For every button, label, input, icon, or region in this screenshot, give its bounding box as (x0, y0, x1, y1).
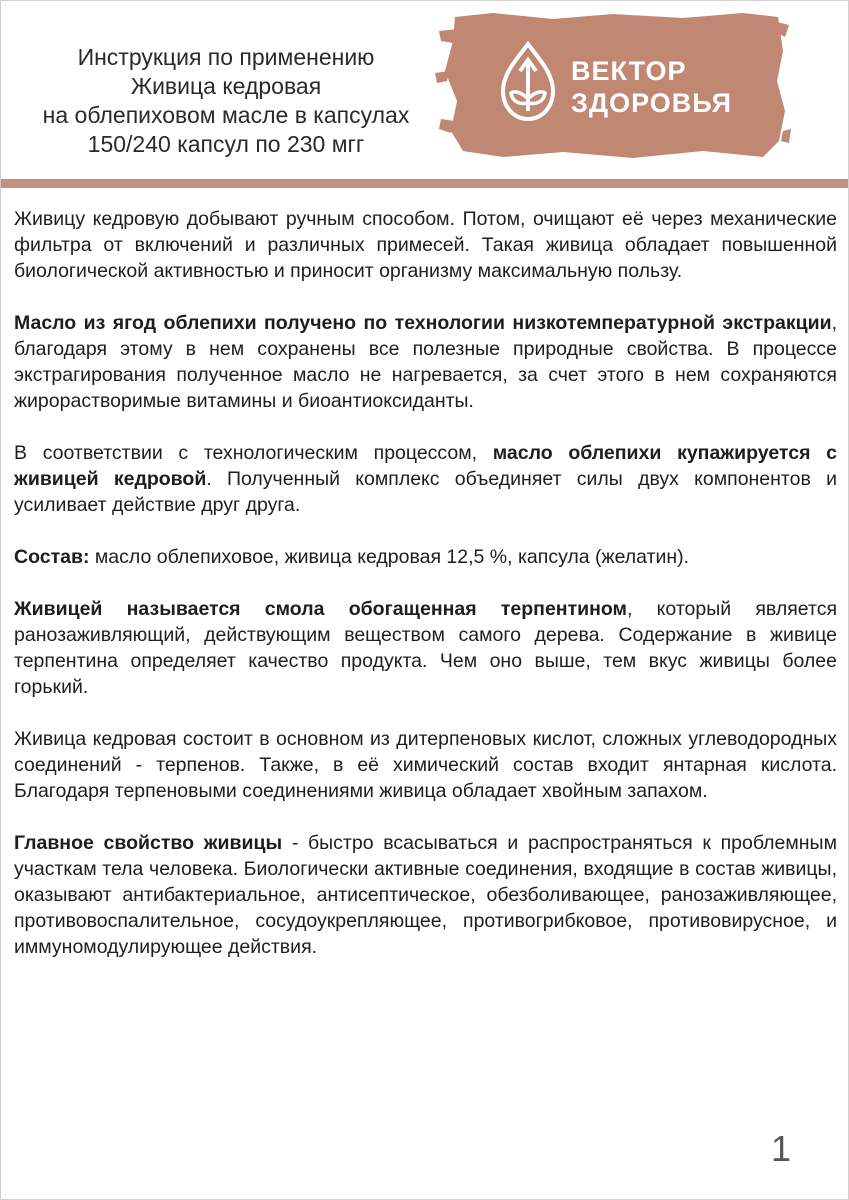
logo-line-1: ВЕКТОР (571, 56, 687, 86)
bold-segment: Главное свойство живицы (14, 832, 283, 854)
text-segment: масло облепиховое, живица кедровая 12,5 %, капсула (желатин). (89, 546, 690, 568)
title-line: Инструкция по применению (77, 44, 375, 70)
page-title (11, 43, 441, 159)
bold-segment: масло облепихи купажируется с живицей кедровой (14, 442, 837, 490)
header (1, 1, 848, 181)
title-line: на облепиховом масле в капсулах (42, 102, 410, 128)
paragraph (14, 206, 837, 284)
text-segment: , который является ранозаживляющий, действующим веществом самого дерева. Содержание в живице терпентина определяет качество продукта. Чем оно выше, тем вкус живицы более горький. (14, 598, 838, 698)
page-number: 1 (771, 1128, 792, 1169)
paragraph (14, 596, 837, 700)
brand-logo (433, 11, 793, 161)
text-segment: Живицу кедровую добывают ручным способом. Потом, очищают её через механические фильтра от включений и различных примесей. Такая живица обладает повышенной биологической активностью и приносит организму максимальную пользу. (14, 208, 837, 282)
bold-segment: Живицей называется смола обогащенная терпентином (14, 598, 627, 620)
text-segment: В соответствии с технологическим процессом, (14, 442, 493, 464)
paragraph (14, 544, 837, 570)
paragraph (14, 440, 837, 518)
text-segment: Живица кедровая состоит в основном из дитерпеновых кислот, сложных углеводородных соединений - терпенов. Также, в её химический состав входит янтарная кислота. Благодаря терпеновыми соединениями живица обладает хвойным запахом. (14, 728, 837, 802)
text-segment: - быстро всасываться и распространяться к проблемным участкам тела человека. Биологически активные соединения, входящие в состав живицы, оказывают антибактериальное, антисептическое, обезболивающее, ранозаживляющее, противовоспалительное, сосудоукрепляющее, противогрибковое, противовирусное, и иммуномодулирующее действия. (14, 832, 837, 958)
bold-segment: Состав: (14, 546, 90, 568)
drop-leaf-arrow-icon (497, 41, 559, 123)
logo-text (571, 55, 732, 119)
main-content (14, 206, 837, 986)
title-line: Живица кедровая (130, 73, 322, 99)
bold-segment: Масло из ягод облепихи получено по технологии низкотемпературной экстракции (14, 312, 832, 334)
paragraph (14, 830, 837, 960)
text-segment: , благодаря этому в нем сохранены все полезные природные свойства. В процессе экстрагирования полученное масло не нагревается, за счет этого в нем сохраняются жирорастворимые витамины и биоантиоксиданты. (14, 312, 837, 412)
accent-divider (1, 179, 848, 188)
paragraph (14, 726, 837, 804)
paragraph (14, 310, 837, 414)
title-line: 150/240 капсул по 230 мгг (87, 131, 365, 157)
logo-line-2: ЗДОРОВЬЯ (571, 88, 733, 118)
text-segment: . Полученный комплекс объединяет силы двух компонентов и усиливает действие друг друга. (14, 468, 837, 516)
